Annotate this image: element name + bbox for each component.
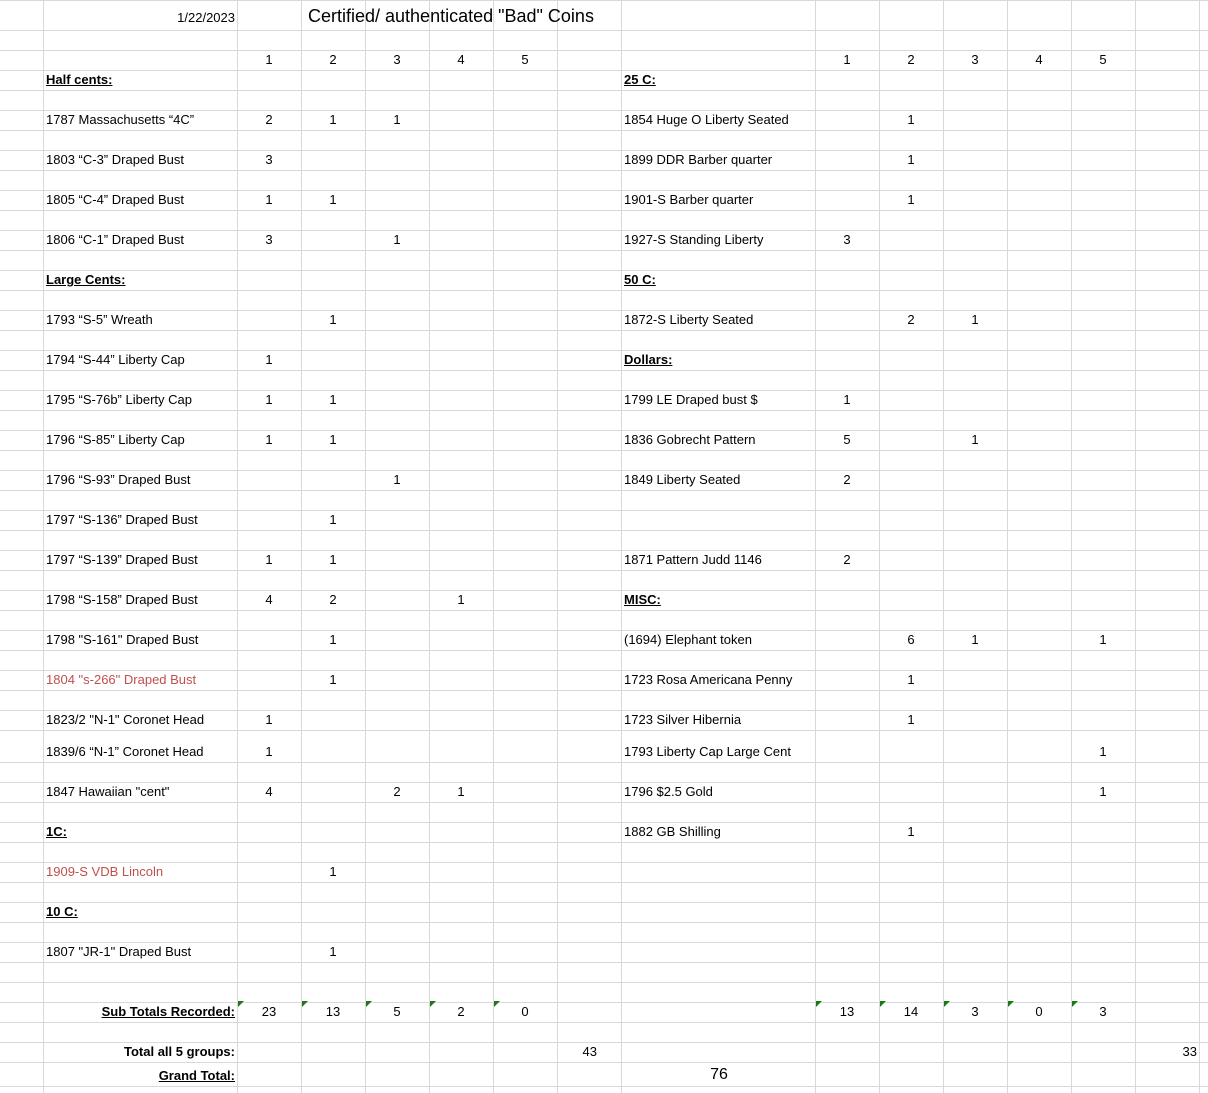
right-column-header[interactable]: 3: [971, 52, 979, 67]
left-count-cell[interactable]: 2: [265, 112, 273, 127]
left-column-header[interactable]: 3: [393, 52, 401, 67]
right-count-cell[interactable]: 1: [907, 672, 915, 687]
right-coin-label[interactable]: 1836 Gobrecht Pattern: [624, 432, 756, 447]
left-count-cell[interactable]: 1: [329, 312, 337, 327]
left-count-cell[interactable]: 1: [329, 672, 337, 687]
left-count-cell[interactable]: 1: [393, 112, 401, 127]
left-count-cell[interactable]: 1: [329, 432, 337, 447]
left-coin-label[interactable]: 1794 “S-44” Liberty Cap: [46, 352, 185, 367]
right-coin-label[interactable]: 1899 DDR Barber quarter: [624, 152, 773, 167]
right-column-header[interactable]: 1: [843, 52, 851, 67]
left-coin-label[interactable]: 1797 “S-139” Draped Bust: [46, 552, 198, 567]
right-coin-label[interactable]: 1723 Silver Hibernia: [624, 712, 742, 727]
left-count-cell[interactable]: 1: [393, 472, 401, 487]
left-count-cell[interactable]: 3: [265, 152, 273, 167]
comment-indicator-icon[interactable]: [494, 1001, 500, 1007]
left-section-header[interactable]: 10 C:: [46, 904, 78, 919]
right-count-cell[interactable]: 2: [843, 472, 851, 487]
right-coin-label[interactable]: 1871 Pattern Judd 1146: [624, 552, 762, 567]
left-count-cell[interactable]: 1: [393, 232, 401, 247]
left-count-cell[interactable]: 4: [265, 592, 273, 607]
left-count-cell[interactable]: 1: [329, 864, 337, 879]
subtotal-label[interactable]: Sub Totals Recorded:: [101, 1004, 235, 1019]
right-subtotal[interactable]: 0: [1035, 1004, 1043, 1019]
right-count-cell[interactable]: 2: [843, 552, 851, 567]
right-coin-label[interactable]: 1849 Liberty Seated: [624, 472, 741, 487]
left-coin-label[interactable]: 1787 Massachusetts “4C”: [46, 112, 195, 127]
left-count-cell[interactable]: 3: [265, 232, 273, 247]
right-coin-label[interactable]: 1872-S Liberty Seated: [624, 312, 754, 327]
right-subtotal[interactable]: 3: [1099, 1004, 1107, 1019]
left-coin-label[interactable]: 1798 “S-158” Draped Bust: [46, 592, 198, 607]
right-count-cell[interactable]: 2: [907, 312, 915, 327]
left-count-cell[interactable]: 1: [265, 192, 273, 207]
left-coin-label[interactable]: 1909-S VDB Lincoln: [46, 864, 164, 879]
right-count-cell[interactable]: 3: [843, 232, 851, 247]
right-count-cell[interactable]: 1: [971, 632, 979, 647]
right-count-cell[interactable]: 1: [1099, 744, 1107, 759]
right-coin-label[interactable]: 1796 $2.5 Gold: [624, 784, 713, 799]
left-count-cell[interactable]: 1: [265, 712, 273, 727]
right-count-cell[interactable]: 1: [971, 432, 979, 447]
grand-total-label[interactable]: Grand Total:: [158, 1068, 235, 1083]
right-count-cell[interactable]: 6: [907, 632, 915, 647]
left-column-header[interactable]: 1: [265, 52, 273, 67]
comment-indicator-icon[interactable]: [430, 1001, 436, 1007]
left-count-cell[interactable]: 4: [265, 784, 273, 799]
left-coin-label[interactable]: 1797 “S-136” Draped Bust: [46, 512, 198, 527]
right-coin-label[interactable]: (1694) Elephant token: [624, 632, 752, 647]
right-coin-label[interactable]: 1882 GB Shilling: [624, 824, 721, 839]
right-subtotal[interactable]: 13: [839, 1004, 855, 1019]
date-cell[interactable]: 1/22/2023: [177, 10, 235, 25]
right-section-header[interactable]: Dollars:: [624, 352, 673, 367]
left-subtotal[interactable]: 23: [261, 1004, 277, 1019]
right-count-cell[interactable]: 1: [843, 392, 851, 407]
left-column-header[interactable]: 5: [521, 52, 529, 67]
left-count-cell[interactable]: 1: [329, 112, 337, 127]
left-coin-label[interactable]: 1823/2 "N-1" Coronet Head: [46, 712, 205, 727]
right-section-header[interactable]: 50 C:: [624, 272, 656, 287]
right-count-cell[interactable]: 1: [907, 192, 915, 207]
left-subtotal[interactable]: 5: [393, 1004, 401, 1019]
right-count-cell[interactable]: 5: [843, 432, 851, 447]
right-count-cell[interactable]: 1: [907, 712, 915, 727]
right-coin-label[interactable]: 1723 Rosa Americana Penny: [624, 672, 793, 687]
left-count-cell[interactable]: 1: [329, 392, 337, 407]
right-subtotal[interactable]: 14: [903, 1004, 919, 1019]
left-coin-label[interactable]: 1796 “S-85” Liberty Cap: [46, 432, 185, 447]
comment-indicator-icon[interactable]: [880, 1001, 886, 1007]
right-all-groups-total[interactable]: 33: [1182, 1044, 1197, 1059]
sheet-title[interactable]: Certified/ authenticated "Bad" Coins: [308, 6, 594, 26]
comment-indicator-icon[interactable]: [302, 1001, 308, 1007]
right-section-header[interactable]: 25 C:: [624, 72, 656, 87]
right-coin-label[interactable]: 1927-S Standing Liberty: [624, 232, 764, 247]
left-count-cell[interactable]: 1: [265, 432, 273, 447]
left-coin-label[interactable]: 1793 “S-5” Wreath: [46, 312, 153, 327]
left-count-cell[interactable]: 1: [329, 632, 337, 647]
right-count-cell[interactable]: 1: [1099, 632, 1107, 647]
left-section-header[interactable]: Large Cents:: [46, 272, 126, 287]
left-coin-label[interactable]: 1798 "S-161" Draped Bust: [46, 632, 199, 647]
left-column-header[interactable]: 4: [457, 52, 465, 67]
left-coin-label[interactable]: 1805 “C-4” Draped Bust: [46, 192, 185, 207]
left-count-cell[interactable]: 1: [329, 512, 337, 527]
left-count-cell[interactable]: 1: [329, 552, 337, 567]
left-coin-label[interactable]: 1795 “S-76b” Liberty Cap: [46, 392, 192, 407]
left-count-cell[interactable]: 1: [457, 592, 465, 607]
comment-indicator-icon[interactable]: [1072, 1001, 1078, 1007]
left-count-cell[interactable]: 1: [265, 744, 273, 759]
left-count-cell[interactable]: 2: [329, 592, 337, 607]
right-coin-label[interactable]: 1854 Huge O Liberty Seated: [624, 112, 789, 127]
left-count-cell[interactable]: 1: [265, 552, 273, 567]
right-coin-label[interactable]: 1793 Liberty Cap Large Cent: [624, 744, 791, 759]
right-count-cell[interactable]: 1: [971, 312, 979, 327]
left-count-cell[interactable]: 1: [457, 784, 465, 799]
grand-total-value[interactable]: 76: [710, 1066, 728, 1083]
left-count-cell[interactable]: 2: [393, 784, 401, 799]
left-count-cell[interactable]: 1: [265, 392, 273, 407]
left-section-header[interactable]: Half cents:: [46, 72, 113, 87]
left-coin-label[interactable]: 1839/6 “N-1” Coronet Head: [46, 744, 204, 759]
right-column-header[interactable]: 4: [1035, 52, 1043, 67]
comment-indicator-icon[interactable]: [816, 1001, 822, 1007]
left-coin-label[interactable]: 1806 “C-1” Draped Bust: [46, 232, 185, 247]
right-count-cell[interactable]: 1: [907, 824, 915, 839]
comment-indicator-icon[interactable]: [366, 1001, 372, 1007]
left-all-groups-total[interactable]: 43: [582, 1044, 597, 1059]
left-column-header[interactable]: 2: [329, 52, 337, 67]
right-subtotal[interactable]: 3: [971, 1004, 979, 1019]
right-count-cell[interactable]: 1: [1099, 784, 1107, 799]
left-coin-label[interactable]: 1847 Hawaiian "cent": [46, 784, 170, 799]
right-coin-label[interactable]: 1799 LE Draped bust $: [624, 392, 758, 407]
left-count-cell[interactable]: 1: [329, 192, 337, 207]
left-subtotal[interactable]: 13: [325, 1004, 341, 1019]
total-all-groups-label[interactable]: Total all 5 groups:: [124, 1044, 235, 1059]
left-coin-label[interactable]: 1807 "JR-1" Draped Bust: [46, 944, 192, 959]
right-count-cell[interactable]: 1: [907, 152, 915, 167]
left-section-header[interactable]: 1C:: [46, 824, 67, 839]
left-count-cell[interactable]: 1: [265, 352, 273, 367]
right-coin-label[interactable]: 1901-S Barber quarter: [624, 192, 754, 207]
right-count-cell[interactable]: 1: [907, 112, 915, 127]
right-section-header[interactable]: MISC:: [624, 592, 661, 607]
left-coin-label[interactable]: 1796 “S-93” Draped Bust: [46, 472, 191, 487]
left-coin-label[interactable]: 1803 “C-3” Draped Bust: [46, 152, 185, 167]
left-coin-label[interactable]: 1804 "s-266" Draped Bust: [46, 672, 197, 687]
right-column-header[interactable]: 2: [907, 52, 915, 67]
right-column-header[interactable]: 5: [1099, 52, 1107, 67]
comment-indicator-icon[interactable]: [1008, 1001, 1014, 1007]
left-subtotal[interactable]: 0: [521, 1004, 529, 1019]
left-subtotal[interactable]: 2: [457, 1004, 465, 1019]
comment-indicator-icon[interactable]: [944, 1001, 950, 1007]
left-count-cell[interactable]: 1: [329, 944, 337, 959]
comment-indicator-icon[interactable]: [238, 1001, 244, 1007]
